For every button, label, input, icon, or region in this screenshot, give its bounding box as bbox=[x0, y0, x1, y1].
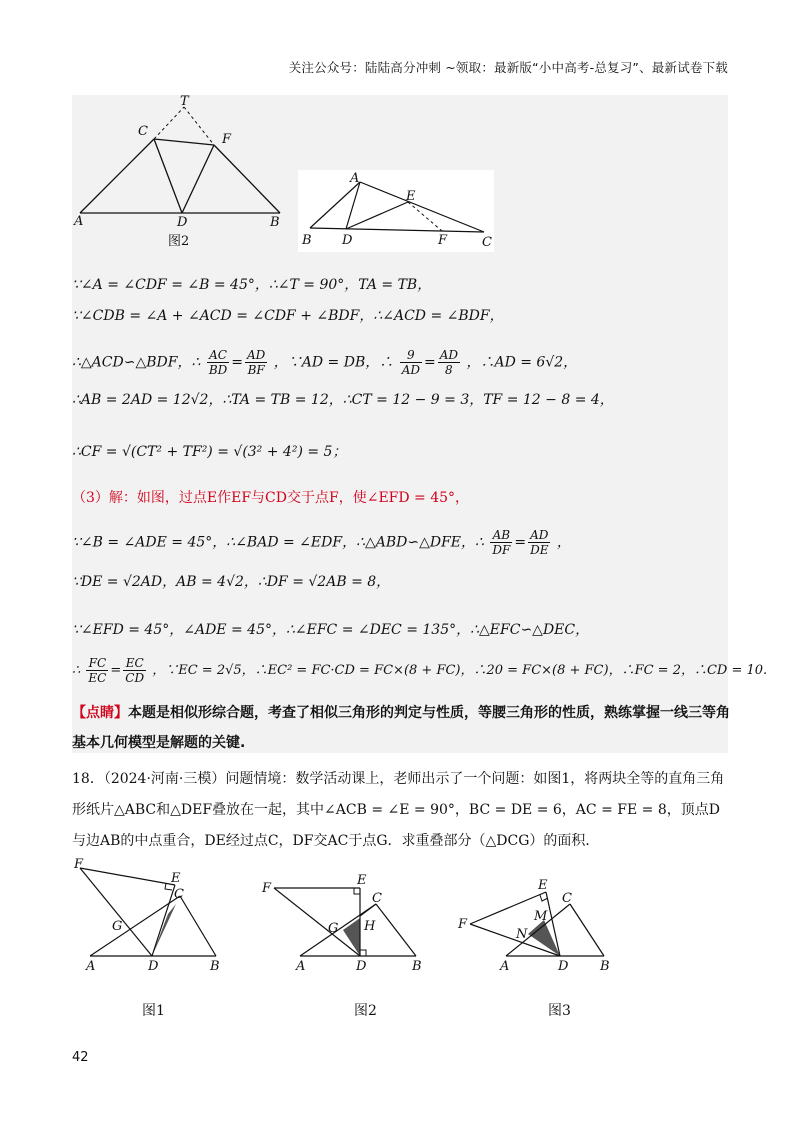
fig2-label-H: H bbox=[364, 919, 376, 934]
fig1-label-B: B bbox=[210, 959, 220, 974]
solution-line-7 bbox=[72, 528, 571, 557]
page-header: 关注公众号：陆陆高分冲刺 ~领取：最新版“小中高考-总复习”、最新试卷下载 bbox=[288, 60, 728, 75]
fig2-label-D: D bbox=[356, 959, 367, 974]
figure-1 bbox=[68, 858, 238, 988]
figure-isosceles-triangle bbox=[72, 95, 298, 255]
fig1-label-C: C bbox=[174, 887, 184, 902]
frac-num: EC bbox=[123, 656, 146, 671]
frac-num: AB bbox=[490, 528, 512, 543]
figure-caption-3: 图3 bbox=[548, 1003, 571, 1019]
figure-caption-2: 图2 bbox=[168, 234, 190, 249]
equals-sign: = bbox=[231, 354, 243, 371]
label-B: B bbox=[270, 215, 280, 230]
solution-line-10 bbox=[72, 656, 767, 685]
solution-line-2: ∵∠CDB = ∠A + ∠ACD = ∠CDF + ∠BDF，∴∠ACD = ∠BDF， bbox=[72, 308, 504, 324]
solution-line-9: ∵∠EFD = 45°，∠ADE = 45°，∴∠EFC = ∠DEC = 135°，∴△EFC∽△DEC， bbox=[72, 622, 590, 638]
fraction-9-ad bbox=[400, 348, 422, 377]
figure-triangle-abc bbox=[298, 170, 494, 252]
problem-18: 18．（2024·河南·三模）问题情境：数学活动课上，老师出示了一个问题：如图1，将两块全等的直角三角形纸片△ABC和△DEF叠放在一起，其中∠ACB = ∠E = 90°，BC = DE = 6，AC = FE = 8，顶点D与边AB的中点重合，DE经过点C，DF交AC于点G．求重叠部分（△DCG）的面积． bbox=[72, 771, 725, 849]
frac-num: FC bbox=[86, 656, 108, 671]
label-B2: B bbox=[302, 233, 312, 248]
frac-den: DE bbox=[530, 543, 549, 557]
solution-line-3 bbox=[72, 348, 577, 377]
frac-num: 9 bbox=[400, 348, 422, 363]
solution-line-3-b: ，∵AD = DB，∴ bbox=[273, 354, 394, 371]
remark-block bbox=[72, 698, 732, 758]
fig1-label-D: D bbox=[148, 959, 159, 974]
solution-line-10-a: ∴ bbox=[72, 663, 81, 678]
frac-den: BD bbox=[208, 363, 228, 377]
fraction-fc-ec bbox=[86, 656, 108, 685]
fig1-label-F: F bbox=[74, 858, 84, 872]
figure-3 bbox=[452, 858, 622, 988]
frac-num: AC bbox=[207, 348, 229, 363]
fig3-label-B: B bbox=[600, 959, 610, 974]
solution-line-5: ∴CF = √(CT² + TF²) = √(3² + 4²) = 5； bbox=[72, 444, 347, 460]
frac-den: EC bbox=[88, 671, 107, 685]
label-F: F bbox=[222, 132, 232, 147]
equals-sign: = bbox=[423, 354, 436, 371]
label-D2: D bbox=[342, 233, 353, 248]
frac-den: BF bbox=[247, 363, 265, 377]
label-D: D bbox=[177, 215, 188, 230]
frac-den: AD bbox=[401, 363, 420, 377]
frac-num: AD bbox=[439, 348, 459, 362]
solution-line-3-a: ∴△ACD∽△BDF，∴ bbox=[72, 354, 201, 371]
solution-line-10-b: ，∵EC = 2√5，∴EC² = FC·CD = FC×(8 + FC)，∴20 = FC×(8 + FC)，∴FC = 2，∴CD = 10. bbox=[152, 663, 768, 678]
fig3-label-D: D bbox=[558, 959, 569, 974]
equals-sign: = bbox=[110, 663, 122, 678]
fig3-label-E: E bbox=[538, 878, 548, 893]
frac-den: DF bbox=[492, 543, 511, 557]
solution-line-7-b: ， bbox=[556, 534, 571, 551]
fig3-label-M: M bbox=[534, 909, 548, 924]
page-number: 42 bbox=[72, 1050, 89, 1065]
fraction-ad-bf bbox=[245, 348, 267, 377]
fraction-ab-df bbox=[490, 528, 512, 557]
fig3-label-N: N bbox=[516, 927, 528, 942]
fraction-ac-bd bbox=[207, 348, 229, 377]
label-C: C bbox=[138, 124, 148, 139]
solution-line-6: （3）解：如图，过点E作EF与CD交于点F，使∠EFD = 45°， bbox=[72, 490, 470, 506]
solution-line-3-c: ，∴AD = 6√2， bbox=[466, 354, 578, 371]
remark-tag: 【点睛】 bbox=[72, 705, 128, 721]
fig2-label-B: B bbox=[412, 959, 422, 974]
solution-line-7-a: ∵∠B = ∠ADE = 45°，∴∠BAD = ∠EDF，∴△ABD∽△DFE，∴ bbox=[72, 534, 484, 551]
fraction-ad-8 bbox=[438, 348, 460, 377]
solution-line-1: ∵∠A = ∠CDF = ∠B = 45°，∴∠T = 90°，TA = TB， bbox=[72, 277, 432, 293]
equals-sign: = bbox=[514, 534, 527, 551]
label-C2: C bbox=[482, 235, 492, 250]
fig2-label-E: E bbox=[357, 873, 367, 888]
frac-num: AD bbox=[247, 348, 266, 362]
label-T: T bbox=[180, 95, 189, 109]
frac-den: 8 bbox=[445, 363, 453, 377]
fig1-label-A: A bbox=[86, 959, 96, 974]
fig2-label-F: F bbox=[262, 881, 272, 896]
label-A2: A bbox=[350, 171, 360, 186]
label-E2: E bbox=[406, 189, 416, 204]
fig3-label-A: A bbox=[500, 959, 510, 974]
fraction-ec-cd bbox=[123, 656, 146, 685]
figure-caption-1: 图1 bbox=[142, 1003, 165, 1019]
frac-num: AD bbox=[528, 528, 550, 543]
fig3-label-C: C bbox=[562, 891, 572, 906]
fig1-label-E: E bbox=[171, 871, 181, 886]
fig3-label-F: F bbox=[458, 917, 468, 932]
fig2-label-C: C bbox=[372, 891, 382, 906]
fig1-label-G: G bbox=[112, 919, 123, 934]
figure-caption-2b: 图2 bbox=[354, 1003, 377, 1019]
remark-text: 本题是相似形综合题，考查了相似三角形的判定与性质，等腰三角形的性质，熟练掌握一线三等角基本几何模型是解题的关键. bbox=[72, 705, 730, 751]
fig2-label-A: A bbox=[296, 959, 306, 974]
frac-den: CD bbox=[125, 671, 145, 685]
figure-2 bbox=[258, 858, 428, 988]
solution-line-8: ∵DE = √2AD，AB = 4√2，∴DF = √2AB = 8， bbox=[72, 574, 391, 590]
label-F2: F bbox=[438, 233, 448, 248]
solution-line-4: ∴AB = 2AD = 12√2，∴TA = TB = 12，∴CT = 12 − 9 = 3，TF = 12 − 8 = 4， bbox=[72, 392, 614, 408]
fig2-label-G: G bbox=[328, 921, 339, 936]
fraction-ad-de bbox=[528, 528, 550, 557]
label-A: A bbox=[74, 214, 84, 229]
